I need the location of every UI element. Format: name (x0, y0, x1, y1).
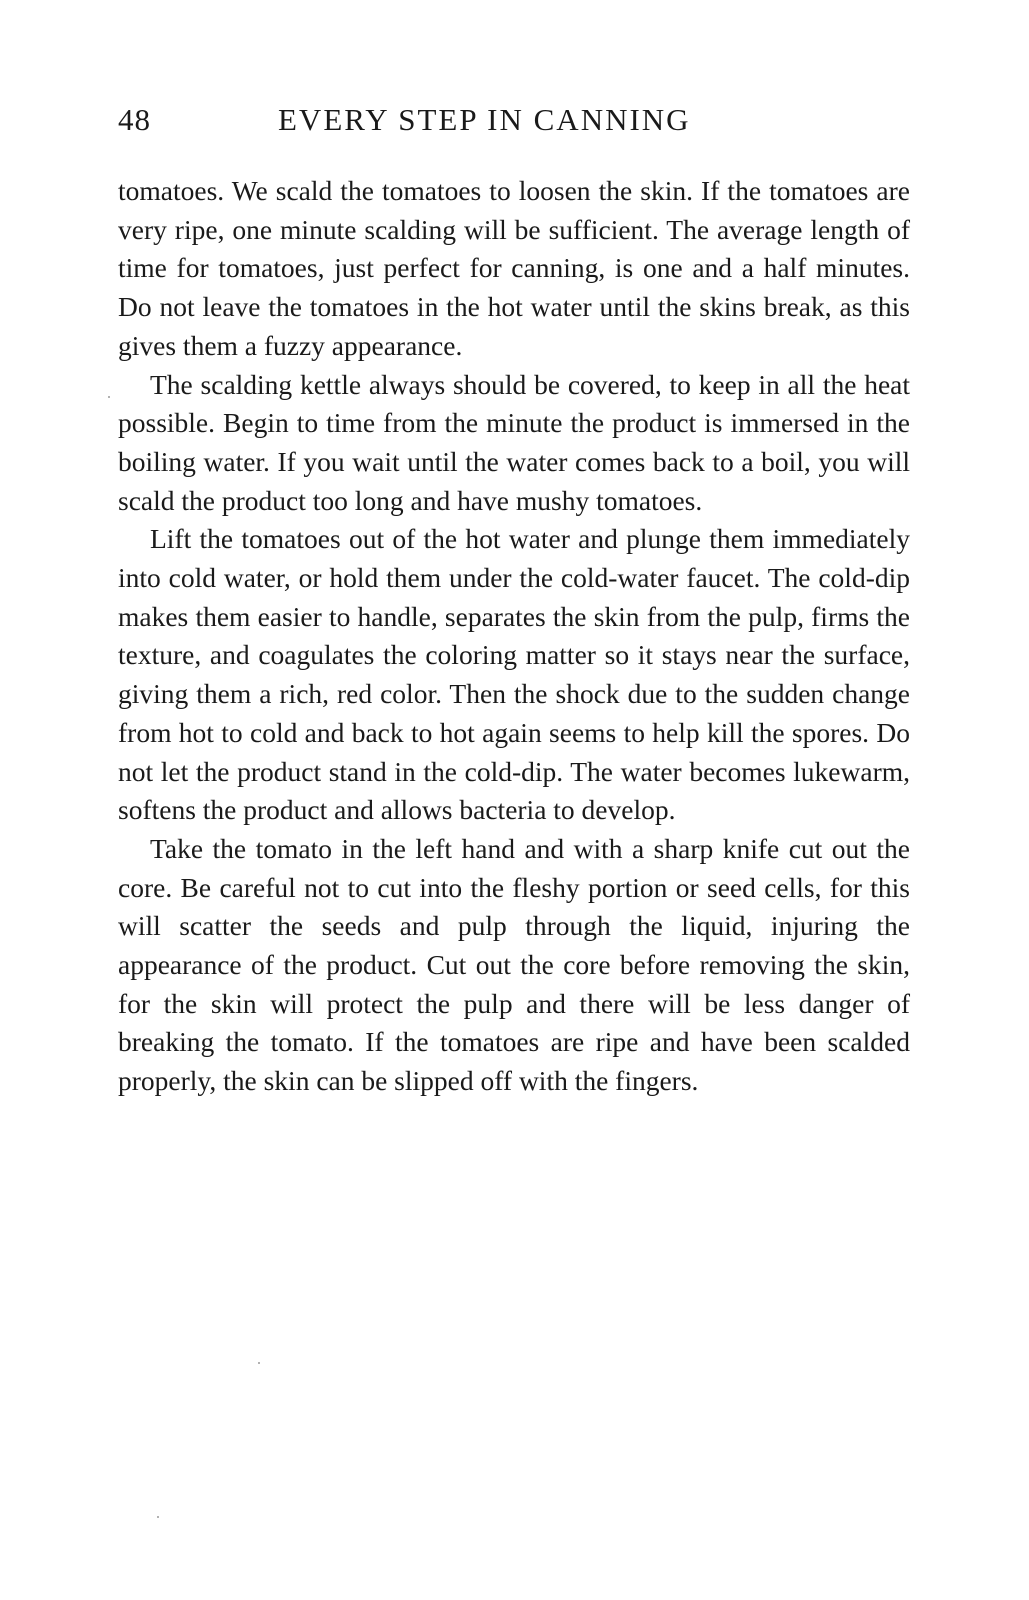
paper-speck (157, 1516, 159, 1518)
page-number: 48 (118, 102, 151, 137)
page-header (118, 102, 910, 146)
paragraph-3: Lift the tomatoes out of the hot water and plunge them immediately into cold water, or hold them under the cold-water faucet. The cold-dip makes them easier to handle, separates the skin from the pulp, firms the texture, and coagulates the coloring matter so it stays near the surface, giving them a rich, red color. Then the shock due to the sudden change from hot to cold and back to hot again seems to help kill the spores. Do not let the product stand in the cold-dip. The water becomes lukewarm, softens the product and allows bacteria to develop. (118, 523, 910, 826)
paragraph-4: Take the tomato in the left hand and with a sharp knife cut out the core. Be careful not to cut into the fleshy portion or seed cells, for this will scatter the seeds and pulp through the liquid, injuring the appearance of the product. Cut out the core before removing the skin, for the skin will protect the pulp and there will be less danger of breaking the tomato. If the tomatoes are ripe and have been scalded properly, the skin can be slipped off with the fingers. (118, 832, 910, 1097)
paper-speck (258, 1362, 260, 1364)
paragraph-1: tomatoes. We scald the tomatoes to loosen the skin. If the tomatoes are very ripe, one minute scalding will be sufficient. The average length of time for tomatoes, just perfect for canning, is one and a half minutes. Do not leave the tomatoes in the hot water until the skins break, as this gives them a fuzzy appearance. (118, 175, 910, 361)
paragraph-2: The scalding kettle always should be covered, to keep in all the heat possible. Begin to time from the minute the product is immersed in the boiling water. If you wait until the water comes back to a boil, you will scald the product too long and have mushy tomatoes. (118, 368, 910, 516)
paper-speck (108, 396, 110, 398)
body-text (118, 172, 910, 1101)
running-head: EVERY STEP IN CANNING (278, 102, 691, 137)
